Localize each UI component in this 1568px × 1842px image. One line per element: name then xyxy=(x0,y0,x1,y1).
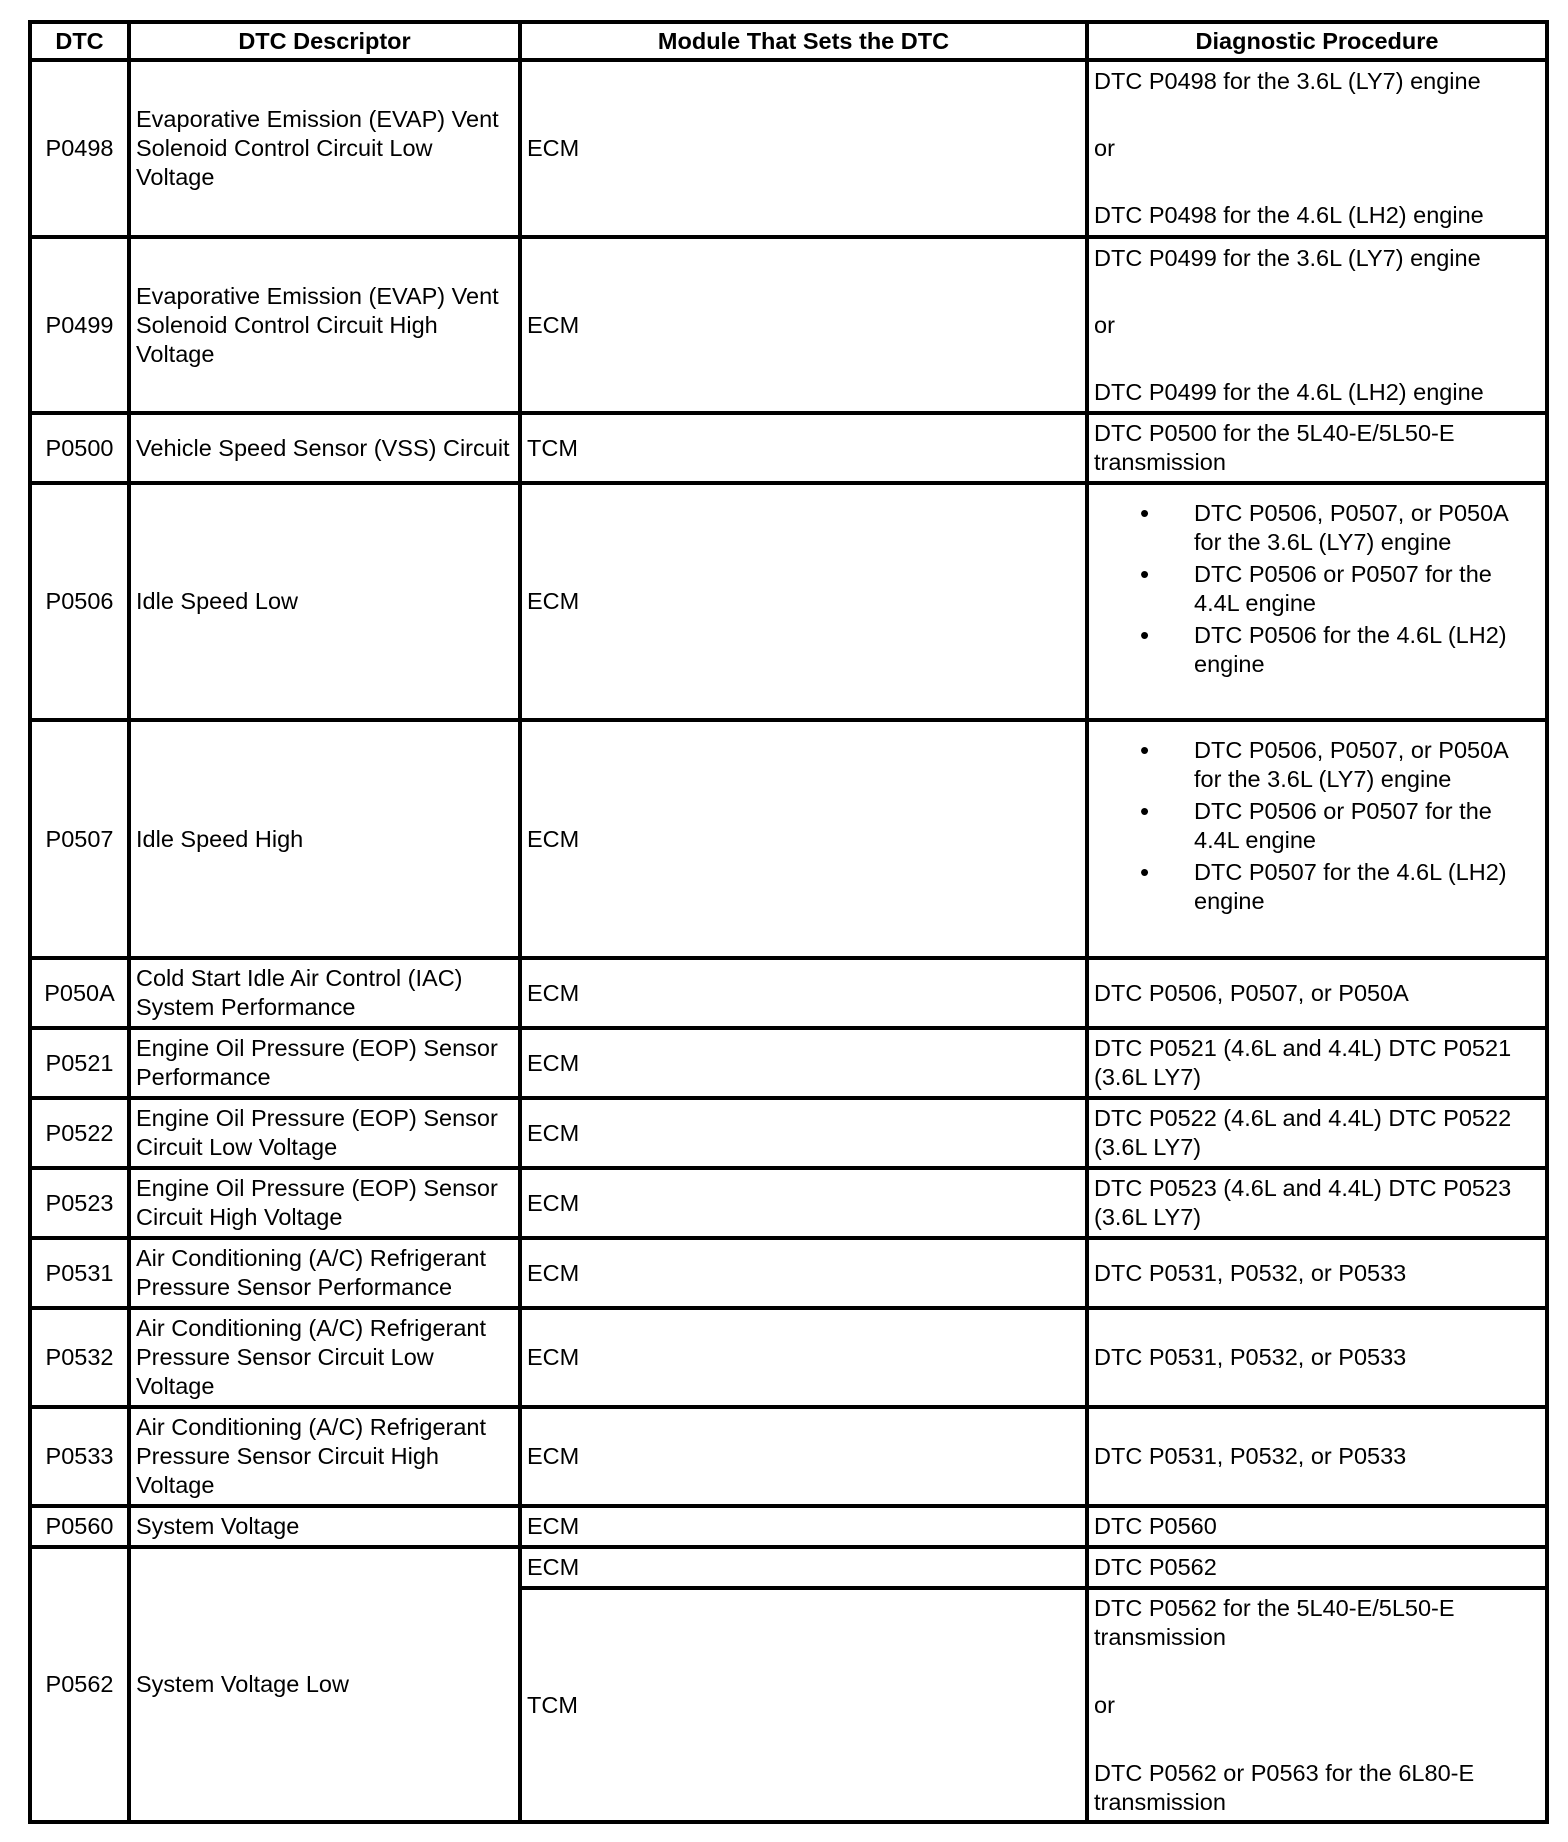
list-item: • DTC P0506 or P0507 for the 4.4L engine xyxy=(1194,560,1540,618)
module: ECM xyxy=(520,60,1087,237)
module: ECM xyxy=(520,1547,1087,1588)
list-item: • DTC P0506 for the 4.6L (LH2) engine xyxy=(1194,621,1540,679)
diagnostic-procedure xyxy=(1087,720,1547,958)
dtc-descriptor: Air Conditioning (A/C) Refrigerant Pressure Sensor Performance xyxy=(129,1238,520,1308)
table-row xyxy=(30,1098,1547,1168)
dtc-code: P0533 xyxy=(30,1407,129,1506)
dtc-descriptor: Idle Speed High xyxy=(129,720,520,958)
diagnostic-procedure: DTC P0531, P0532, or P0533 xyxy=(1087,1407,1547,1506)
header-descriptor: DTC Descriptor xyxy=(129,22,520,60)
dtc-descriptor: System Voltage Low xyxy=(129,1547,520,1822)
module: ECM xyxy=(520,720,1087,958)
module: ECM xyxy=(520,1098,1087,1168)
table-row xyxy=(30,958,1547,1028)
procedure-line: DTC P0498 for the 3.6L (LY7) engine xyxy=(1094,68,1481,94)
dtc-descriptor: System Voltage xyxy=(129,1506,520,1547)
dtc-descriptor: Engine Oil Pressure (EOP) Sensor Performance xyxy=(129,1028,520,1098)
procedure-list xyxy=(1094,499,1540,679)
procedure-line: or xyxy=(1094,135,1115,161)
dtc-descriptor: Vehicle Speed Sensor (VSS) Circuit xyxy=(129,413,520,483)
procedure-line: or xyxy=(1094,1691,1115,1718)
table-row xyxy=(30,1407,1547,1506)
procedure-line: DTC P0499 for the 4.6L (LH2) engine xyxy=(1094,378,1484,405)
diagnostic-procedure: DTC P0523 (4.6L and 4.4L) DTC P0523 (3.6L LY7) xyxy=(1087,1168,1547,1238)
document-page xyxy=(28,20,1545,1824)
procedure-line: or xyxy=(1094,311,1115,338)
table-row xyxy=(30,1028,1547,1098)
table-row xyxy=(30,1506,1547,1547)
dtc-code: P050A xyxy=(30,958,129,1028)
procedure-line: DTC P0498 for the 4.6L (LH2) engine xyxy=(1094,202,1484,228)
module: ECM xyxy=(520,1407,1087,1506)
table-row xyxy=(30,1238,1547,1308)
module: ECM xyxy=(520,237,1087,413)
header-row xyxy=(30,22,1547,60)
dtc-descriptor: Evaporative Emission (EVAP) Vent Solenoid Control Circuit High Voltage xyxy=(129,237,520,413)
diagnostic-procedure: DTC P0531, P0532, or P0533 xyxy=(1087,1308,1547,1407)
diagnostic-procedure: DTC P0500 for the 5L40-E/5L50-E transmission xyxy=(1087,413,1547,483)
dtc-table xyxy=(28,20,1549,1824)
table-row xyxy=(30,60,1547,237)
diagnostic-procedure xyxy=(1087,60,1547,237)
dtc-code: P0498 xyxy=(30,60,129,237)
table-row xyxy=(30,413,1547,483)
dtc-descriptor: Idle Speed Low xyxy=(129,483,520,720)
diagnostic-procedure: DTC P0522 (4.6L and 4.4L) DTC P0522 (3.6L LY7) xyxy=(1087,1098,1547,1168)
diagnostic-procedure: DTC P0521 (4.6L and 4.4L) DTC P0521 (3.6L LY7) xyxy=(1087,1028,1547,1098)
module: ECM xyxy=(520,1506,1087,1547)
list-item: • DTC P0506, P0507, or P050A for the 3.6L (LY7) engine xyxy=(1194,499,1540,557)
dtc-code: P0562 xyxy=(30,1547,129,1822)
dtc-code: P0500 xyxy=(30,413,129,483)
table-row xyxy=(30,1308,1547,1407)
module: TCM xyxy=(520,413,1087,483)
dtc-code: P0523 xyxy=(30,1168,129,1238)
diagnostic-procedure xyxy=(1087,237,1547,413)
dtc-descriptor: Engine Oil Pressure (EOP) Sensor Circuit Low Voltage xyxy=(129,1098,520,1168)
table-row xyxy=(30,237,1547,413)
diagnostic-procedure xyxy=(1087,483,1547,720)
header-dtc: DTC xyxy=(30,22,129,60)
header-procedure: Diagnostic Procedure xyxy=(1087,22,1547,60)
module: ECM xyxy=(520,1168,1087,1238)
dtc-descriptor: Evaporative Emission (EVAP) Vent Solenoid Control Circuit Low Voltage xyxy=(129,60,520,237)
header-module: Module That Sets the DTC xyxy=(520,22,1087,60)
dtc-descriptor: Engine Oil Pressure (EOP) Sensor Circuit High Voltage xyxy=(129,1168,520,1238)
procedure-line: DTC P0562 or P0563 for the 6L80-E transmission xyxy=(1094,1759,1475,1815)
dtc-code: P0507 xyxy=(30,720,129,958)
dtc-descriptor: Air Conditioning (A/C) Refrigerant Pressure Sensor Circuit High Voltage xyxy=(129,1407,520,1506)
dtc-code: P0499 xyxy=(30,237,129,413)
dtc-code: P0531 xyxy=(30,1238,129,1308)
dtc-code: P0532 xyxy=(30,1308,129,1407)
list-item: • DTC P0506 or P0507 for the 4.4L engine xyxy=(1194,797,1540,855)
module: ECM xyxy=(520,1308,1087,1407)
dtc-code: P0560 xyxy=(30,1506,129,1547)
dtc-code: P0506 xyxy=(30,483,129,720)
procedure-line: DTC P0562 for the 5L40-E/5L50-E transmission xyxy=(1094,1594,1455,1650)
module: ECM xyxy=(520,958,1087,1028)
module: TCM xyxy=(520,1588,1087,1822)
procedure-list xyxy=(1094,736,1540,916)
diagnostic-procedure: DTC P0562 xyxy=(1087,1547,1547,1588)
dtc-descriptor: Air Conditioning (A/C) Refrigerant Pressure Sensor Circuit Low Voltage xyxy=(129,1308,520,1407)
table-row xyxy=(30,1547,1547,1588)
diagnostic-procedure: DTC P0506, P0507, or P050A xyxy=(1087,958,1547,1028)
table-row xyxy=(30,1168,1547,1238)
diagnostic-procedure: DTC P0531, P0532, or P0533 xyxy=(1087,1238,1547,1308)
module: ECM xyxy=(520,483,1087,720)
dtc-code: P0522 xyxy=(30,1098,129,1168)
list-item: • DTC P0506, P0507, or P050A for the 3.6L (LY7) engine xyxy=(1194,736,1540,794)
module: ECM xyxy=(520,1028,1087,1098)
dtc-descriptor: Cold Start Idle Air Control (IAC) System Performance xyxy=(129,958,520,1028)
dtc-code: P0521 xyxy=(30,1028,129,1098)
table-row xyxy=(30,720,1547,958)
diagnostic-procedure xyxy=(1087,1588,1547,1822)
diagnostic-procedure: DTC P0560 xyxy=(1087,1506,1547,1547)
list-item: • DTC P0507 for the 4.6L (LH2) engine xyxy=(1194,858,1540,916)
table-row xyxy=(30,483,1547,720)
module: ECM xyxy=(520,1238,1087,1308)
procedure-line: DTC P0499 for the 3.6L (LY7) engine xyxy=(1094,244,1481,271)
